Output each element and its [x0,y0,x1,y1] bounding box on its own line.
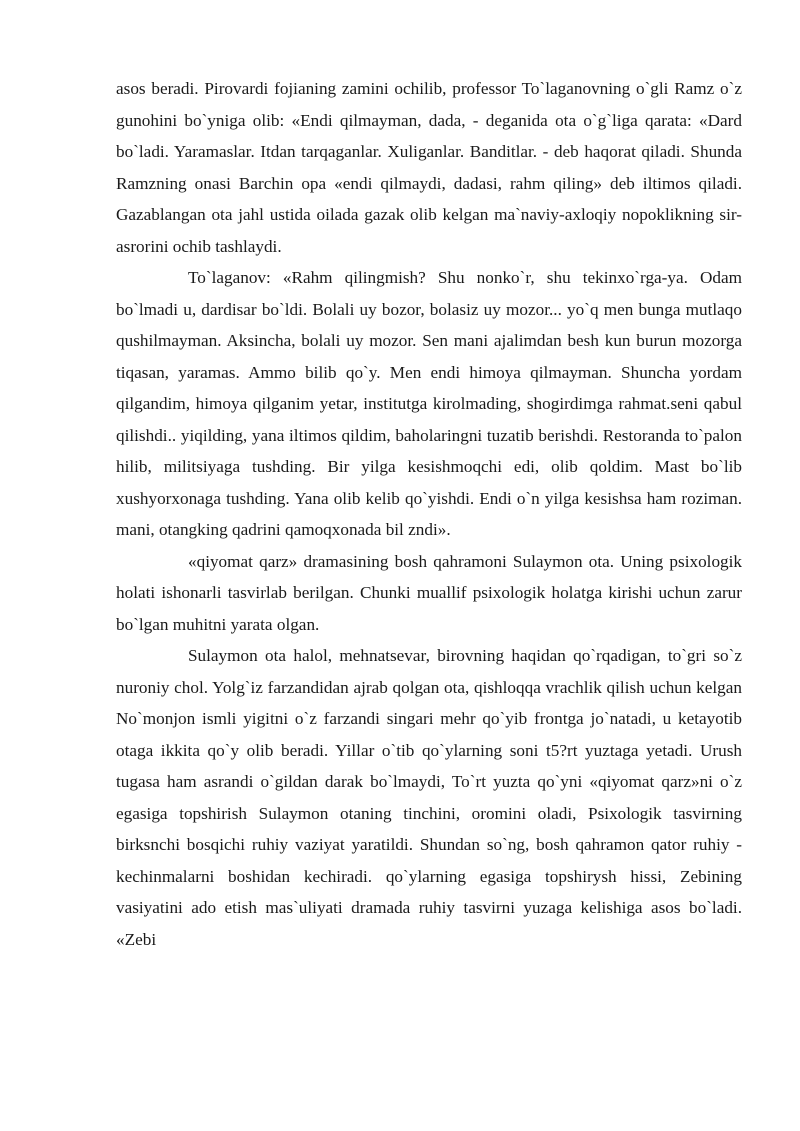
document-page [116,73,742,955]
paragraph-4: Sulaymon ota halol, mehnatsevar, birovning haqidan qo`rqadigan, to`gri so`z nuroniy chol. Yolg`iz farzandidan ajrab qolgan ota, qishloqqa vrachlik qilish uchun kelgan No`monjon ismli yigitni o`z farzandi singari mehr qo`yib frontga jo`natadi, u ketayotib otaga ikkita qo`y olib beradi. Yillar o`tib qo`ylarning soni t5?rt yuztaga yetadi. Urush tugasa ham asrandi o`gildan darak bo`lmaydi, To`rt yuzta qo`yni «qiyomat qarz»ni o`z egasiga topshirish Sulaymon otaning tinchini, oromini oladi, Psixologik tasvirning birksnchi bosqichi ruhiy vaziyat yaratildi. Shundan so`ng, bosh qahramon qator ruhiy -kechinmalarni boshidan kechiradi. qo`ylarning egasiga topshirysh hissi, Zebining vasiyatini ado etish mas`uliyati dramada ruhiy tasvirni yuzaga kelishiga asos bo`ladi. «Zebi [116,646,742,949]
paragraph-1: asos beradi. Pirovardi fojianing zamini ochilib, professor To`laganovning o`gli Ramz o`z gunohini bo`yniga olib: «Endi qilmayman, dada, - deganida ota o`g`liga qarata: «Dard bo`ladi. Yaramaslar. Itdan tarqaganlar. Xuliganlar. Banditlar. - deb haqorat qiladi. Shunda Ramzning onasi Barchin opa «endi qilmaydi, dadasi, rahm qiling» deb iltimos qiladi. Gazablangan ota jahl ustida oilada gazak olib kelgan ma`naviy-axloqiy nopoklikning sir-asrorini ochib tashlaydi. [116,79,742,256]
paragraph-3: «qiyomat qarz» dramasining bosh qahramoni Sulaymon ota. Uning psixologik holati ishonarli tasvirlab berilgan. Chunki muallif psixologik holatga kirishi uchun zarur bo`lgan muhitni yarata olgan. [116,551,742,634]
paragraph-2: To`laganov: «Rahm qilingmish? Shu nonko`r, shu tekinxo`rga-ya. Odam bo`lmadi u, dardisar bo`ldi. Bolali uy bozor, bolasiz uy mozor... yo`q men bunga mutlaqo qushilmayman. Aksincha, bolali uy mozor. Sen mani ajalimdan besh kun burun mozorga tiqasan, yaramas. Ammo bilib qo`y. Men endi himoya qilmayman. Shuncha yordam qilgandim, himoya qilganim yetar, institutga kirolmading, shogirdimga rahmat.seni qabul qilishdi.. yiqilding, yana iltimos qildim, baholaringni tuzatib berishdi. Restoranda to`palon hilib, militsiyaga tushding. Bir yilga kesishmoqchi edi, olib qoldim. Mast bo`lib xushyorxonaga tushding. Yana olib kelib qo`yishdi. Endi o`n yilga kesishsa ham roziman. mani, otangking qadrini qamoqxonada bil zndi». [116,268,742,539]
